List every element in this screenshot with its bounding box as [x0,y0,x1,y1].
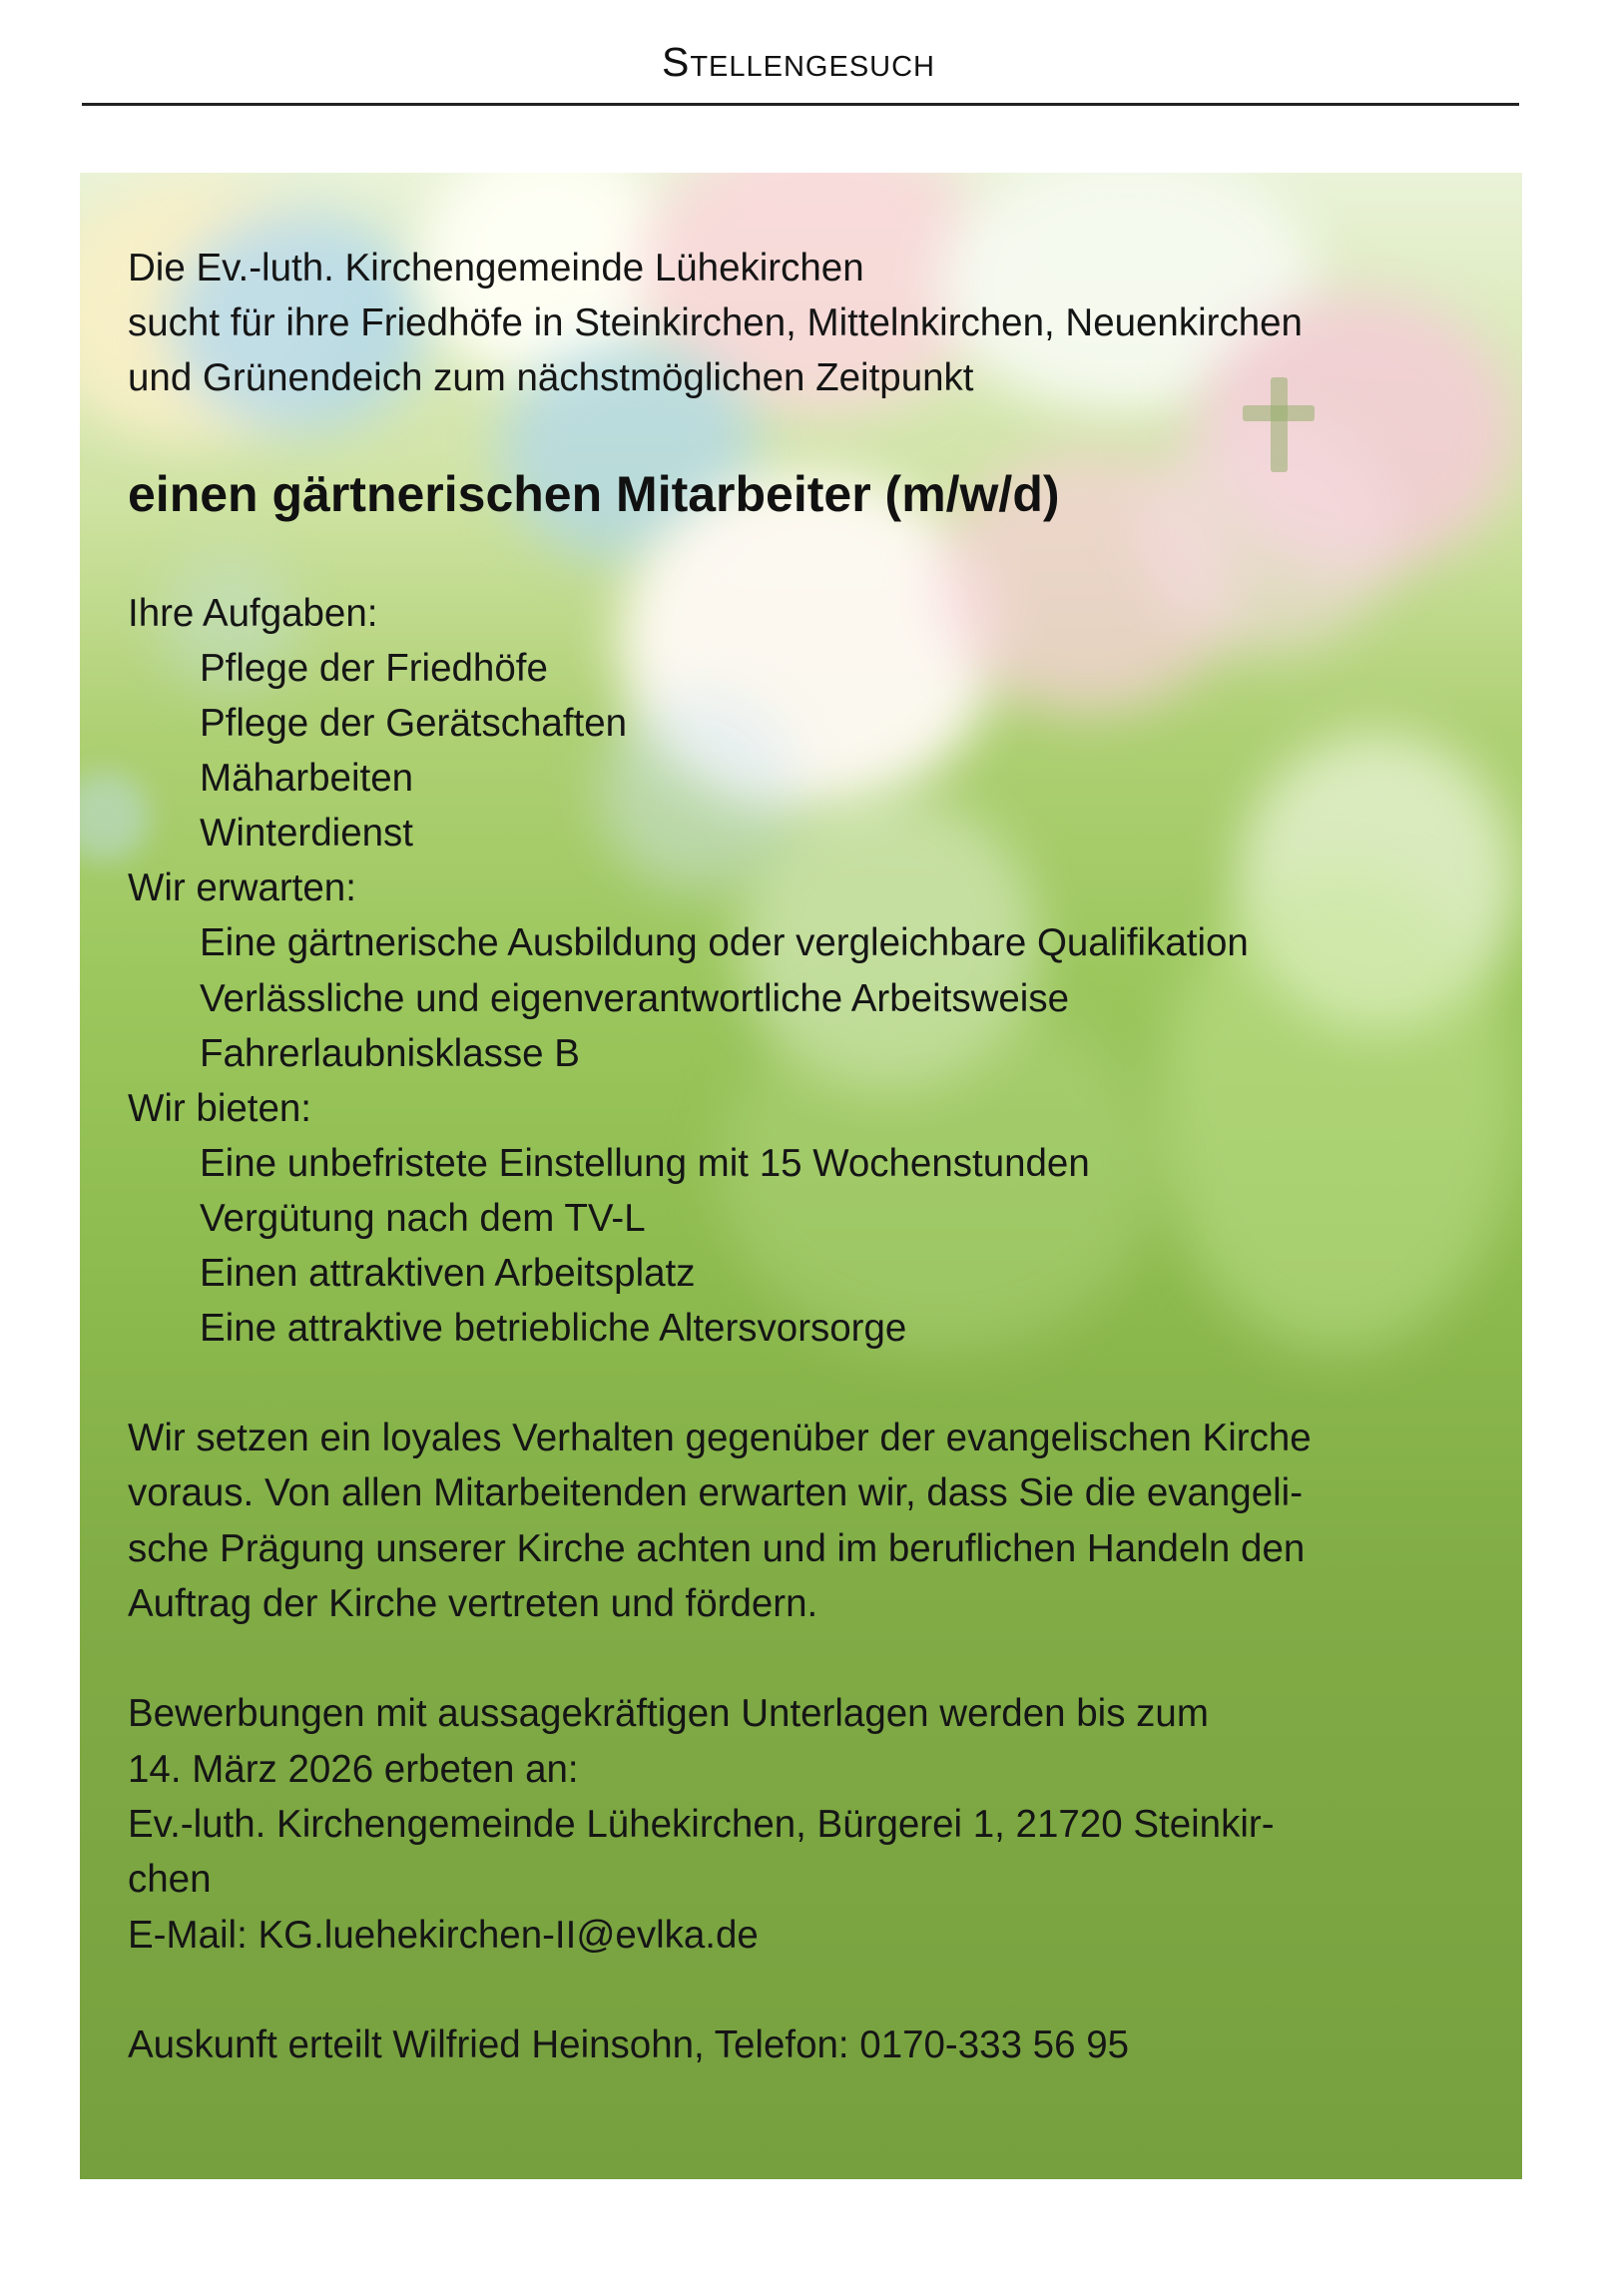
intro-line: und Grünendeich zum nächstmöglichen Zeitpunkt [128,356,974,399]
aufgaben-heading: Ihre Aufgaben: [128,592,378,635]
erwarten-item: Eine gärtnerische Ausbildung oder vergleichbare Qualifikation [200,921,1249,964]
bokeh-bubble [599,692,798,891]
aufgaben-item: Mäharbeiten [200,757,414,800]
application-address: chen [128,1858,212,1901]
intro-line: Die Ev.-luth. Kirchengemeinde Lühekirchen [128,247,864,289]
header-divider [82,103,1519,106]
bieten-item: Eine attraktive betriebliche Altersvorsorge [200,1307,907,1350]
erwarten-item: Fahrerlaubnisklasse B [200,1032,580,1075]
bieten-item: Einen attraktiven Arbeitsplatz [200,1252,696,1295]
application-line: Bewerbungen mit aussagekräftigen Unterlagen werden bis zum [128,1692,1209,1735]
loyalty-line: Wir setzen ein loyales Verhalten gegenüber der evangelischen Kirche [128,1417,1312,1459]
email-link[interactable]: E-Mail: KG.luehekirchen-II@evlka.de [128,1914,759,1957]
bieten-item: Vergütung nach dem TV-L [200,1197,646,1240]
bokeh-bubble [1138,412,1397,652]
erwarten-heading: Wir erwarten: [128,866,356,909]
aufgaben-item: Pflege der Friedhöfe [200,647,548,690]
contact-line: Auskunft erteilt Wilfried Heinsohn, Telefon: 0170-333 56 95 [128,2023,1130,2066]
loyalty-line: sche Prägung unserer Kirche achten und im beruflichen Handeln den [128,1527,1306,1570]
bieten-item: Eine unbefristete Einstellung mit 15 Wochenstunden [200,1142,1090,1185]
aufgaben-item: Pflege der Gerätschaften [200,702,628,745]
loyalty-line: Auftrag der Kirche vertreten und fördern. [128,1582,818,1625]
aufgaben-item: Winterdienst [200,812,413,855]
application-line: 14. März 2026 erbeten an: [128,1748,579,1791]
bokeh-bubble [80,772,150,861]
intro-line: sucht für ihre Friedhöfe in Steinkirchen, Mittelnkirchen, Neuenkirchen [128,301,1303,344]
page-title: Stellengesuch [661,39,936,85]
application-address: Ev.-luth. Kirchengemeinde Lühekirchen, Bürgerei 1, 21720 Steinkir- [128,1803,1275,1846]
cross-icon-bar [1243,405,1315,421]
position-title: einen gärtnerischen Mitarbeiter (m/w/d) [128,466,1060,522]
erwarten-item: Verlässliche und eigenverantwortliche Arbeitsweise [200,977,1070,1020]
cross-icon [1271,377,1288,472]
loyalty-line: voraus. Von allen Mitarbeitenden erwarten wir, dass Sie die evangeli- [128,1471,1304,1514]
bieten-heading: Wir bieten: [128,1087,312,1130]
